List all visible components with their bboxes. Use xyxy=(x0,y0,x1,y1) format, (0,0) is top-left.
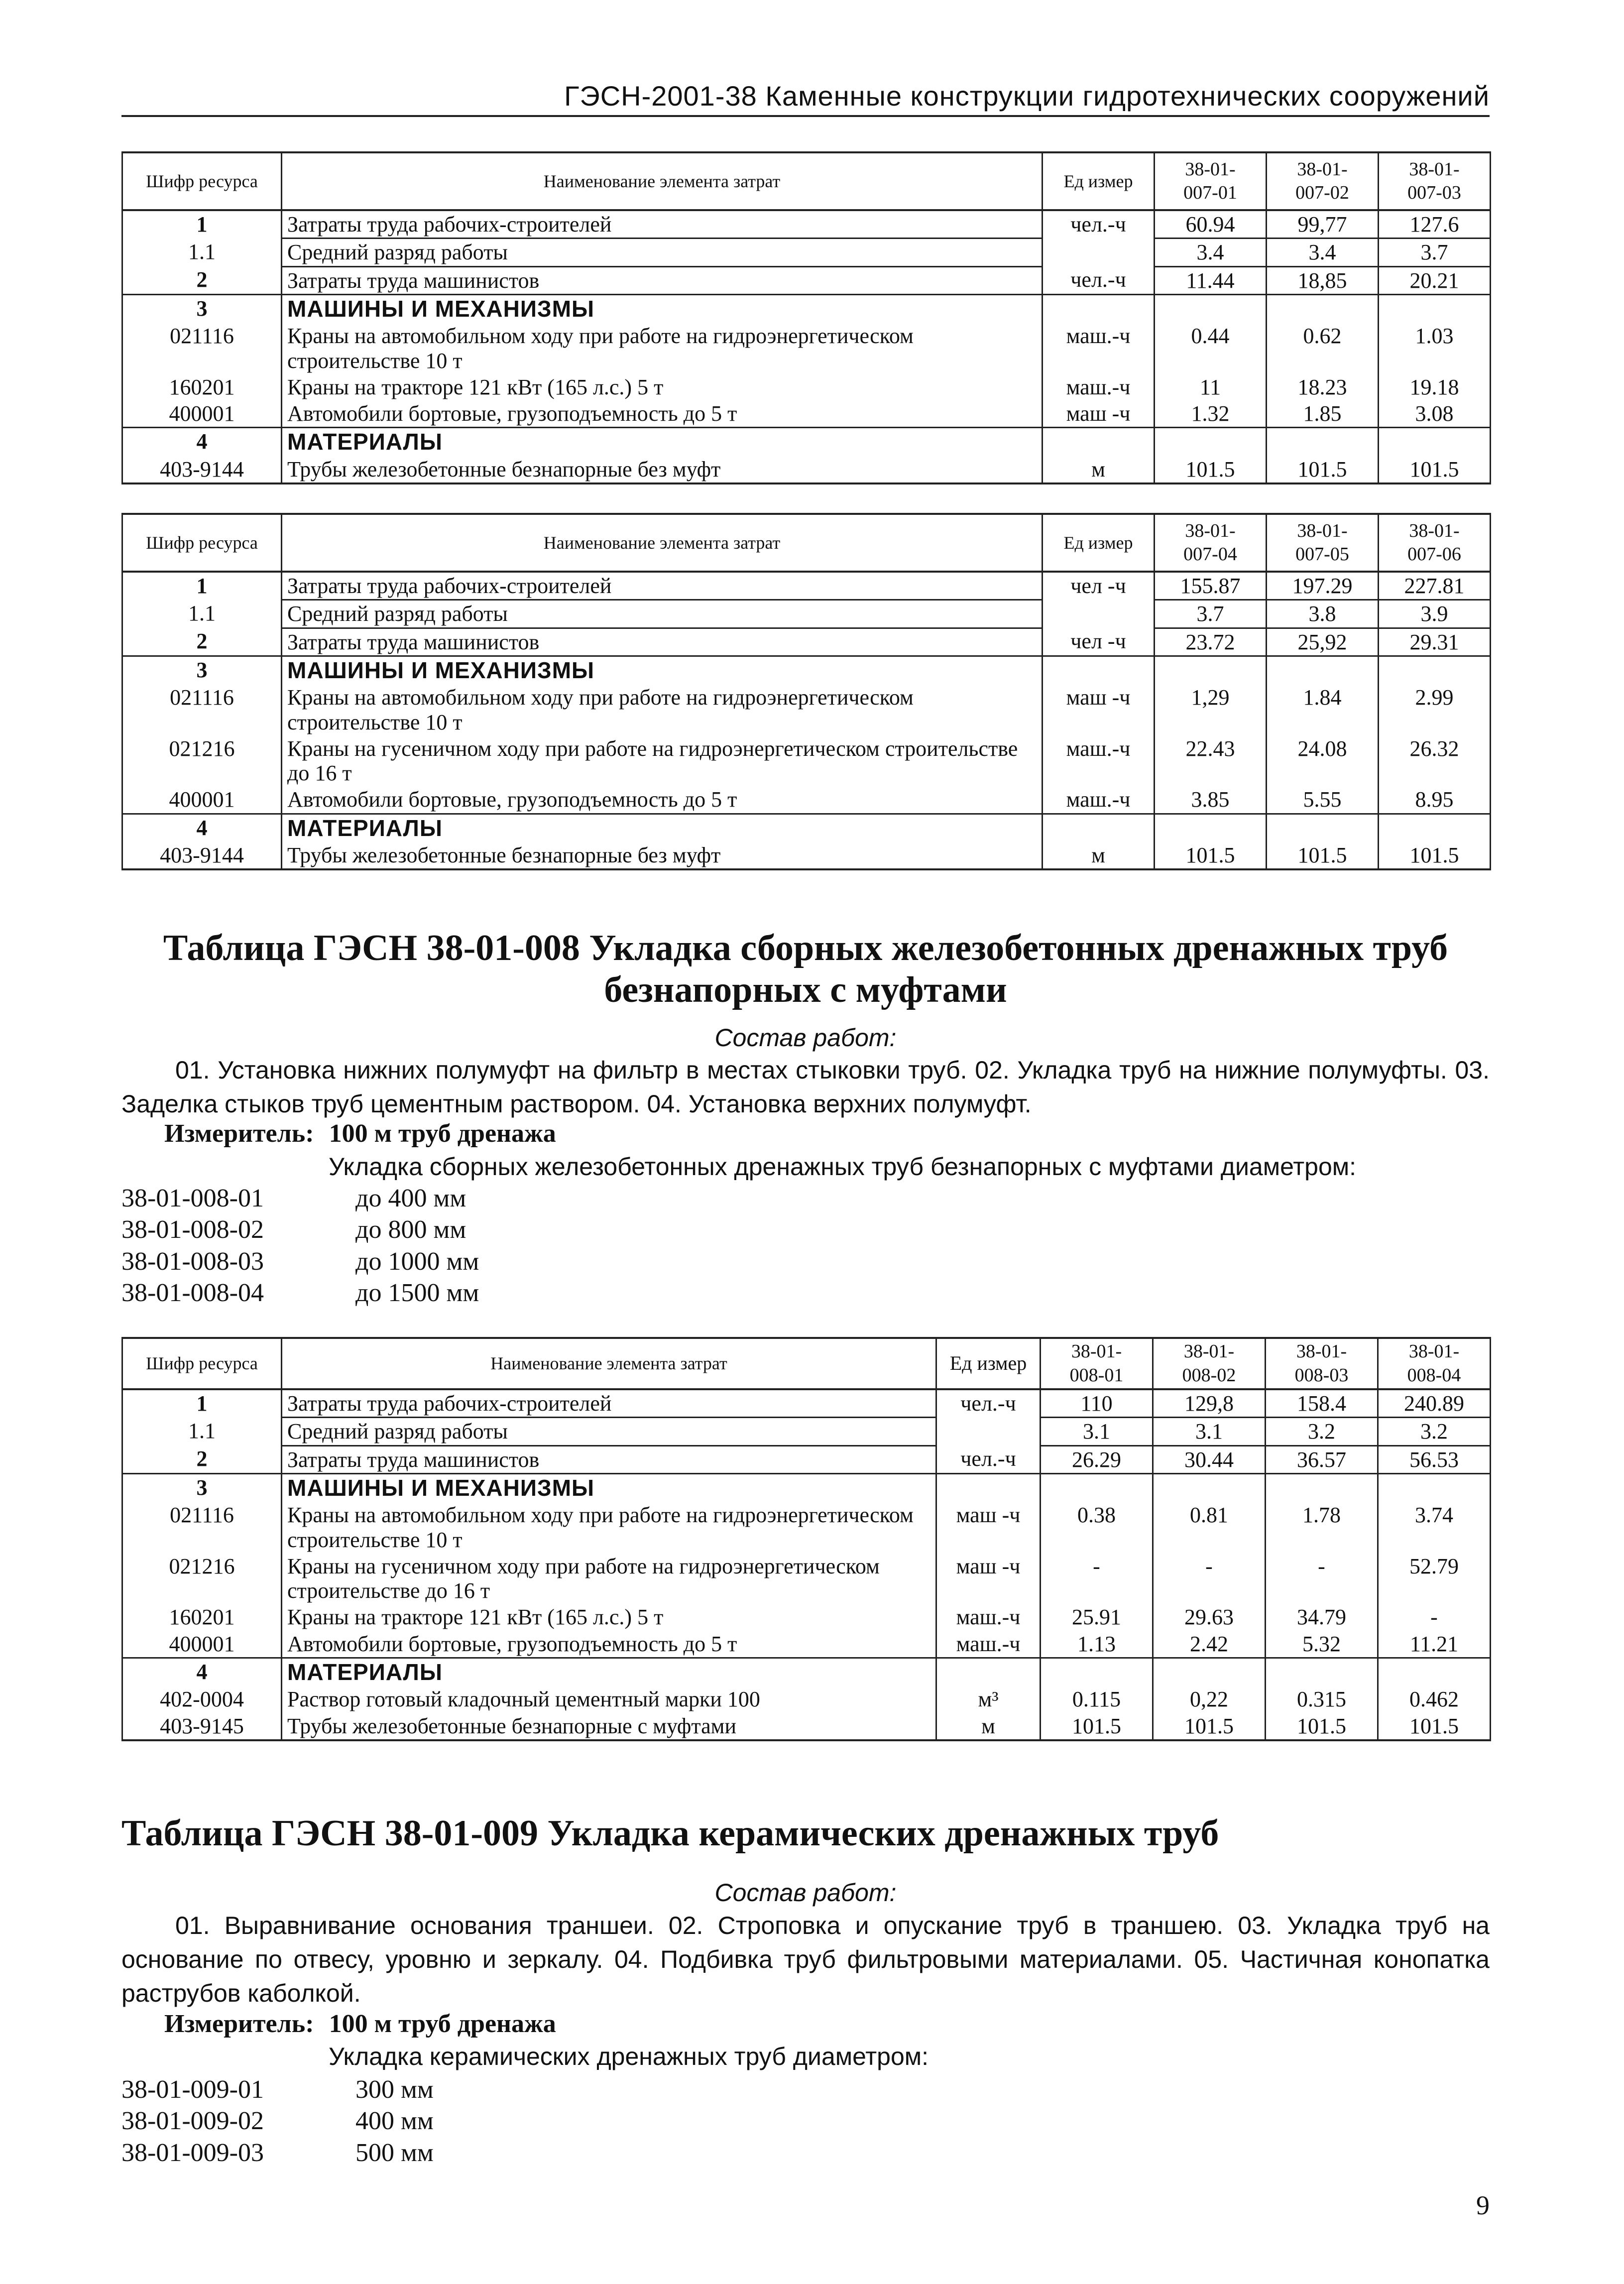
row-value: 3.1 xyxy=(1153,1418,1266,1445)
resource-table-007-a xyxy=(121,151,1491,484)
row-value: 1.85 xyxy=(1267,400,1379,428)
table-row xyxy=(122,600,1491,628)
row-value: 2.99 xyxy=(1379,684,1491,735)
measure-line xyxy=(164,2009,556,2039)
row-value: 3.85 xyxy=(1155,786,1267,814)
row-unit: м xyxy=(1043,456,1155,483)
col-header-unit: Ед измер xyxy=(1043,152,1155,210)
row-code: 1 xyxy=(122,1389,282,1418)
section-title: МАТЕРИАЛЫ xyxy=(282,814,1043,842)
row-code: 4 xyxy=(122,1658,282,1686)
row-code: 2 xyxy=(122,266,282,294)
col-header-value: 38-01- 007-04 xyxy=(1155,514,1267,572)
row-name: Трубы железобетонные безнапорные без муфт xyxy=(282,456,1043,483)
row-value: 25.91 xyxy=(1041,1604,1153,1630)
col-header-value: 38-01- 007-05 xyxy=(1267,514,1379,572)
measure-value: 100 м труб дренажа xyxy=(329,2010,556,2038)
table-row xyxy=(122,266,1491,294)
item-list xyxy=(121,1183,479,1309)
row-name: Трубы железобетонные безнапорные без муфт xyxy=(282,842,1043,869)
row-value: 1.13 xyxy=(1041,1631,1153,1658)
table-row xyxy=(122,1631,1491,1658)
section-title-009: Таблица ГЭСН 38-01-009 Укладка керамических дренажных труб xyxy=(121,1813,1219,1854)
row-value: 2.42 xyxy=(1153,1631,1266,1658)
work-composition-text: 01. Выравнивание основания траншеи. 02. Строповка и опускание труб в траншею. 03. Укладка труб на основание по отвесу, уровню и зеркалу. 04. Подбивка труб фильтровыми материалами. 05. Частичная конопатка раструбов каболкой. xyxy=(121,1912,1490,2007)
section-row xyxy=(122,814,1491,842)
row-unit: маш -ч xyxy=(936,1553,1041,1604)
row-value: 5.32 xyxy=(1266,1631,1378,1658)
row-value: 11.21 xyxy=(1378,1631,1491,1658)
row-value: 20.21 xyxy=(1379,266,1491,294)
row-value: 3.9 xyxy=(1379,600,1491,628)
col-header-code: Шифр ресурса xyxy=(122,152,282,210)
row-name: Средний разряд работы xyxy=(282,239,1043,266)
row-name: Затраты труда рабочих-строителей xyxy=(282,210,1043,239)
row-value: 3.2 xyxy=(1378,1418,1491,1445)
table-row xyxy=(122,456,1491,483)
col-header-code: Шифр ресурса xyxy=(122,514,282,572)
row-value: 158.4 xyxy=(1266,1389,1378,1418)
list-item xyxy=(121,1246,479,1277)
row-code: 021216 xyxy=(122,1553,282,1604)
row-name: Затраты труда рабочих-строителей xyxy=(282,572,1043,600)
row-name: Автомобили бортовые, грузоподъемность до 5 т xyxy=(282,400,1043,428)
row-unit: маш.-ч xyxy=(1043,323,1155,374)
row-code: 3 xyxy=(122,1473,282,1502)
row-code: 3 xyxy=(122,656,282,684)
row-value: 56.53 xyxy=(1378,1445,1491,1473)
row-value: 3.08 xyxy=(1379,400,1491,428)
row-unit: м³ xyxy=(936,1686,1041,1712)
row-value: 101.5 xyxy=(1266,1713,1378,1740)
row-code: 1.1 xyxy=(122,1418,282,1445)
row-code: 402-0004 xyxy=(122,1686,282,1712)
row-value: - xyxy=(1266,1553,1378,1604)
row-name: Краны на автомобильном ходу при работе на гидроэнергетическом строительстве 10 т xyxy=(282,1502,936,1553)
row-value: 0.315 xyxy=(1266,1686,1378,1712)
item-code: 38-01-009-01 xyxy=(121,2075,264,2104)
row-value: 110 xyxy=(1041,1389,1153,1418)
row-name: Раствор готовый кладочный цементный марки 100 xyxy=(282,1686,936,1712)
row-value: 3.1 xyxy=(1041,1418,1153,1445)
row-code: 403-9145 xyxy=(122,1713,282,1740)
row-code: 1.1 xyxy=(122,239,282,266)
row-value: 101.5 xyxy=(1378,1713,1491,1740)
row-value: 0.62 xyxy=(1267,323,1379,374)
row-value: 3.74 xyxy=(1378,1502,1491,1553)
row-name: Затраты труда машинистов xyxy=(282,628,1043,656)
row-value: 3.4 xyxy=(1155,239,1267,266)
row-value: 52.79 xyxy=(1378,1553,1491,1604)
measure-line xyxy=(164,1119,556,1148)
table-row xyxy=(122,1445,1491,1473)
row-name: Автомобили бортовые, грузоподъемность до 5 т xyxy=(282,1631,936,1658)
items-intro: Укладка керамических дренажных труб диаметром: xyxy=(329,2043,929,2070)
row-value: 18,85 xyxy=(1267,266,1379,294)
row-code: 3 xyxy=(122,294,282,323)
row-value: 19.18 xyxy=(1379,374,1491,400)
row-value: 101.5 xyxy=(1267,842,1379,869)
item-desc: до 400 мм xyxy=(355,1184,466,1212)
list-item xyxy=(121,2137,434,2168)
row-code: 4 xyxy=(122,428,282,456)
row-name: Краны на гусеничном ходу при работе на гидроэнергетическом строительстве до 16 т xyxy=(282,1553,936,1604)
row-name: Трубы железобетонные безнапорные с муфтами xyxy=(282,1713,936,1740)
section-row xyxy=(122,656,1491,684)
row-code: 021116 xyxy=(122,323,282,374)
col-header-code: Шифр ресурса xyxy=(122,1338,282,1389)
measure-label: Измеритель: xyxy=(164,2010,314,2038)
section-title: МАШИНЫ И МЕХАНИЗМЫ xyxy=(282,656,1043,684)
col-header-name: Наименование элемента затрат xyxy=(282,514,1043,572)
row-value: - xyxy=(1153,1553,1266,1604)
table-row xyxy=(122,842,1491,869)
col-header-value: 38-01- 008-01 xyxy=(1041,1338,1153,1389)
row-name: Затраты труда рабочих-строителей xyxy=(282,1389,936,1418)
row-code: 403-9144 xyxy=(122,456,282,483)
row-value: 25,92 xyxy=(1267,628,1379,656)
row-value: - xyxy=(1378,1604,1491,1630)
row-code: 4 xyxy=(122,814,282,842)
row-value: 18.23 xyxy=(1267,374,1379,400)
row-value: - xyxy=(1041,1553,1153,1604)
col-header-value: 38-01- 008-03 xyxy=(1266,1338,1378,1389)
row-value: 26.29 xyxy=(1041,1445,1153,1473)
list-item xyxy=(121,2074,434,2105)
row-code: 400001 xyxy=(122,1631,282,1658)
item-list xyxy=(121,2074,434,2168)
col-header-value: 38-01- 007-02 xyxy=(1267,152,1379,210)
row-value: 60.94 xyxy=(1155,210,1267,239)
row-unit: чел -ч xyxy=(1043,572,1155,600)
item-code: 38-01-008-04 xyxy=(121,1279,264,1308)
row-name: Краны на гусеничном ходу при работе на гидроэнергетическом строительстве до 16 т xyxy=(282,735,1043,787)
row-value: 0.44 xyxy=(1155,323,1267,374)
row-name: Автомобили бортовые, грузоподъемность до 5 т xyxy=(282,786,1043,814)
row-code: 2 xyxy=(122,1445,282,1473)
work-composition-label: Состав работ: xyxy=(714,1879,897,1907)
row-value: 101.5 xyxy=(1155,456,1267,483)
row-unit xyxy=(936,1418,1041,1445)
section-row xyxy=(122,428,1491,456)
section-title: МАТЕРИАЛЫ xyxy=(282,1658,936,1686)
row-value: 101.5 xyxy=(1267,456,1379,483)
table-row xyxy=(122,786,1491,814)
page-number: 9 xyxy=(1476,2190,1490,2220)
row-code: 160201 xyxy=(122,1604,282,1630)
items-intro: Укладка сборных железобетонных дренажных труб безнапорных с муфтами диаметром: xyxy=(329,1153,1357,1181)
row-value: 101.5 xyxy=(1153,1713,1266,1740)
row-value: 0.38 xyxy=(1041,1502,1153,1553)
row-name: Затраты труда машинистов xyxy=(282,1445,936,1473)
table-header-row xyxy=(122,1338,1491,1389)
row-name: Краны на автомобильном ходу при работе на гидроэнергетическом строительстве 10 т xyxy=(282,684,1043,735)
table-row xyxy=(122,735,1491,787)
row-unit: чел.-ч xyxy=(1043,266,1155,294)
row-name: Средний разряд работы xyxy=(282,1418,936,1445)
row-value: 29.63 xyxy=(1153,1604,1266,1630)
table-header-row xyxy=(122,152,1491,210)
col-header-value: 38-01- 007-03 xyxy=(1379,152,1491,210)
list-item xyxy=(121,1183,479,1214)
row-value: 3.8 xyxy=(1267,600,1379,628)
col-header-unit: Ед измер xyxy=(936,1338,1041,1389)
work-composition-text: 01. Установка нижних полумуфт на фильтр в местах стыковки труб. 02. Укладка труб на нижние полумуфты. 03. Заделка стыков труб цементным раствором. 04. Установка верхних полумуфт. xyxy=(121,1056,1490,1118)
row-value: 227.81 xyxy=(1379,572,1491,600)
row-value: 101.5 xyxy=(1379,456,1491,483)
table-row xyxy=(122,1713,1491,1740)
section-title-008: Таблица ГЭСН 38-01-008 Укладка сборных железобетонных дренажных труб безнапорных с муфтами xyxy=(163,928,1448,1011)
row-code: 1 xyxy=(122,572,282,600)
col-header-value: 38-01- 008-04 xyxy=(1378,1338,1491,1389)
row-unit: м xyxy=(1043,842,1155,869)
row-code: 160201 xyxy=(122,374,282,400)
row-value: 3.7 xyxy=(1155,600,1267,628)
row-value: 240.89 xyxy=(1378,1389,1491,1418)
row-value: 127.6 xyxy=(1379,210,1491,239)
item-code: 38-01-008-03 xyxy=(121,1247,264,1276)
row-unit: чел -ч xyxy=(1043,628,1155,656)
section-row xyxy=(122,1473,1491,1502)
table-row xyxy=(122,628,1491,656)
table-row xyxy=(122,400,1491,428)
list-item xyxy=(121,1214,479,1245)
row-value: 24.08 xyxy=(1267,735,1379,787)
running-header: ГЭСН-2001-38 Каменные конструкции гидротехнических сооружений xyxy=(121,80,1490,117)
col-header-name: Наименование элемента затрат xyxy=(282,1338,936,1389)
item-code: 38-01-008-01 xyxy=(121,1184,264,1212)
row-value: 3.2 xyxy=(1266,1418,1378,1445)
item-code: 38-01-008-02 xyxy=(121,1215,264,1244)
row-unit xyxy=(1043,600,1155,628)
list-item xyxy=(121,1277,479,1309)
row-value: 1,29 xyxy=(1155,684,1267,735)
table-row xyxy=(122,374,1491,400)
row-value: 1.78 xyxy=(1266,1502,1378,1553)
section-title: МАШИНЫ И МЕХАНИЗМЫ xyxy=(282,1473,936,1502)
row-value: 22.43 xyxy=(1155,735,1267,787)
list-item xyxy=(121,2105,434,2137)
col-header-name: Наименование элемента затрат xyxy=(282,152,1043,210)
row-unit: маш.-ч xyxy=(936,1631,1041,1658)
row-value: 3.7 xyxy=(1379,239,1491,266)
resource-table-008 xyxy=(121,1337,1491,1741)
section-row xyxy=(122,294,1491,323)
row-unit: маш.-ч xyxy=(936,1604,1041,1630)
item-desc: 300 мм xyxy=(355,2075,434,2104)
row-value: 11 xyxy=(1155,374,1267,400)
row-code: 403-9144 xyxy=(122,842,282,869)
row-unit: маш.-ч xyxy=(1043,374,1155,400)
measure-value: 100 м труб дренажа xyxy=(329,1119,556,1148)
row-value: 99,77 xyxy=(1267,210,1379,239)
row-value: 5.55 xyxy=(1267,786,1379,814)
row-unit: чел.-ч xyxy=(936,1389,1041,1418)
row-value: 1.84 xyxy=(1267,684,1379,735)
row-code: 021116 xyxy=(122,1502,282,1553)
row-unit: маш.-ч xyxy=(1043,786,1155,814)
row-code: 1.1 xyxy=(122,600,282,628)
row-value: 36.57 xyxy=(1266,1445,1378,1473)
item-desc: до 1000 мм xyxy=(355,1247,479,1276)
table-row xyxy=(122,1389,1491,1418)
table-row xyxy=(122,1502,1491,1553)
table-row xyxy=(122,684,1491,735)
row-value: 29.31 xyxy=(1379,628,1491,656)
item-desc: 400 мм xyxy=(355,2107,434,2136)
col-header-value: 38-01- 007-06 xyxy=(1379,514,1491,572)
row-code: 400001 xyxy=(122,786,282,814)
section-title: МАШИНЫ И МЕХАНИЗМЫ xyxy=(282,294,1043,323)
row-name: Средний разряд работы xyxy=(282,600,1043,628)
row-value: 155.87 xyxy=(1155,572,1267,600)
row-value: 129,8 xyxy=(1153,1389,1266,1418)
table-row xyxy=(122,210,1491,239)
row-value: 101.5 xyxy=(1041,1713,1153,1740)
row-value: 30.44 xyxy=(1153,1445,1266,1473)
table-row xyxy=(122,1604,1491,1630)
row-unit: маш -ч xyxy=(1043,684,1155,735)
item-code: 38-01-009-03 xyxy=(121,2138,264,2167)
item-desc: до 800 мм xyxy=(355,1215,466,1244)
row-unit: маш -ч xyxy=(936,1502,1041,1553)
table-header-row xyxy=(122,514,1491,572)
row-value: 101.5 xyxy=(1379,842,1491,869)
row-code: 1 xyxy=(122,210,282,239)
col-header-unit: Ед измер xyxy=(1043,514,1155,572)
row-name: Краны на автомобильном ходу при работе на гидроэнергетическом строительстве 10 т xyxy=(282,323,1043,374)
row-value: 197.29 xyxy=(1267,572,1379,600)
row-value: 0.81 xyxy=(1153,1502,1266,1553)
row-name: Затраты труда машинистов xyxy=(282,266,1043,294)
work-composition-label: Состав работ: xyxy=(714,1024,897,1052)
row-code: 2 xyxy=(122,628,282,656)
item-desc: 500 мм xyxy=(355,2138,434,2167)
table-row xyxy=(122,239,1491,266)
row-value: 11.44 xyxy=(1155,266,1267,294)
row-value: 1.03 xyxy=(1379,323,1491,374)
row-unit: маш -ч xyxy=(1043,400,1155,428)
item-code: 38-01-009-02 xyxy=(121,2107,264,2136)
row-unit: чел.-ч xyxy=(1043,210,1155,239)
row-unit: маш.-ч xyxy=(1043,735,1155,787)
table-row xyxy=(122,1553,1491,1604)
item-desc: до 1500 мм xyxy=(355,1279,479,1308)
resource-table-007-b xyxy=(121,513,1491,870)
row-code: 021116 xyxy=(122,684,282,735)
row-value: 101.5 xyxy=(1155,842,1267,869)
row-value: 23.72 xyxy=(1155,628,1267,656)
row-value: 0.462 xyxy=(1378,1686,1491,1712)
row-code: 400001 xyxy=(122,400,282,428)
row-unit: чел.-ч xyxy=(936,1445,1041,1473)
row-code: 021216 xyxy=(122,735,282,787)
row-value: 3.4 xyxy=(1267,239,1379,266)
col-header-value: 38-01- 007-01 xyxy=(1155,152,1267,210)
row-value: 26.32 xyxy=(1379,735,1491,787)
section-title: МАТЕРИАЛЫ xyxy=(282,428,1043,456)
table-row xyxy=(122,572,1491,600)
row-value: 0.115 xyxy=(1041,1686,1153,1712)
row-name: Краны на тракторе 121 кВт (165 л.с.) 5 т xyxy=(282,1604,936,1630)
row-value: 8.95 xyxy=(1379,786,1491,814)
row-name: Краны на тракторе 121 кВт (165 л.с.) 5 т xyxy=(282,374,1043,400)
measure-label: Измеритель: xyxy=(164,1119,314,1148)
row-value: 0,22 xyxy=(1153,1686,1266,1712)
table-row xyxy=(122,1686,1491,1712)
row-value: 34.79 xyxy=(1266,1604,1378,1630)
row-value: 1.32 xyxy=(1155,400,1267,428)
table-row xyxy=(122,1418,1491,1445)
row-unit: м xyxy=(936,1713,1041,1740)
table-row xyxy=(122,323,1491,374)
section-row xyxy=(122,1658,1491,1686)
col-header-value: 38-01- 008-02 xyxy=(1153,1338,1266,1389)
row-unit xyxy=(1043,239,1155,266)
